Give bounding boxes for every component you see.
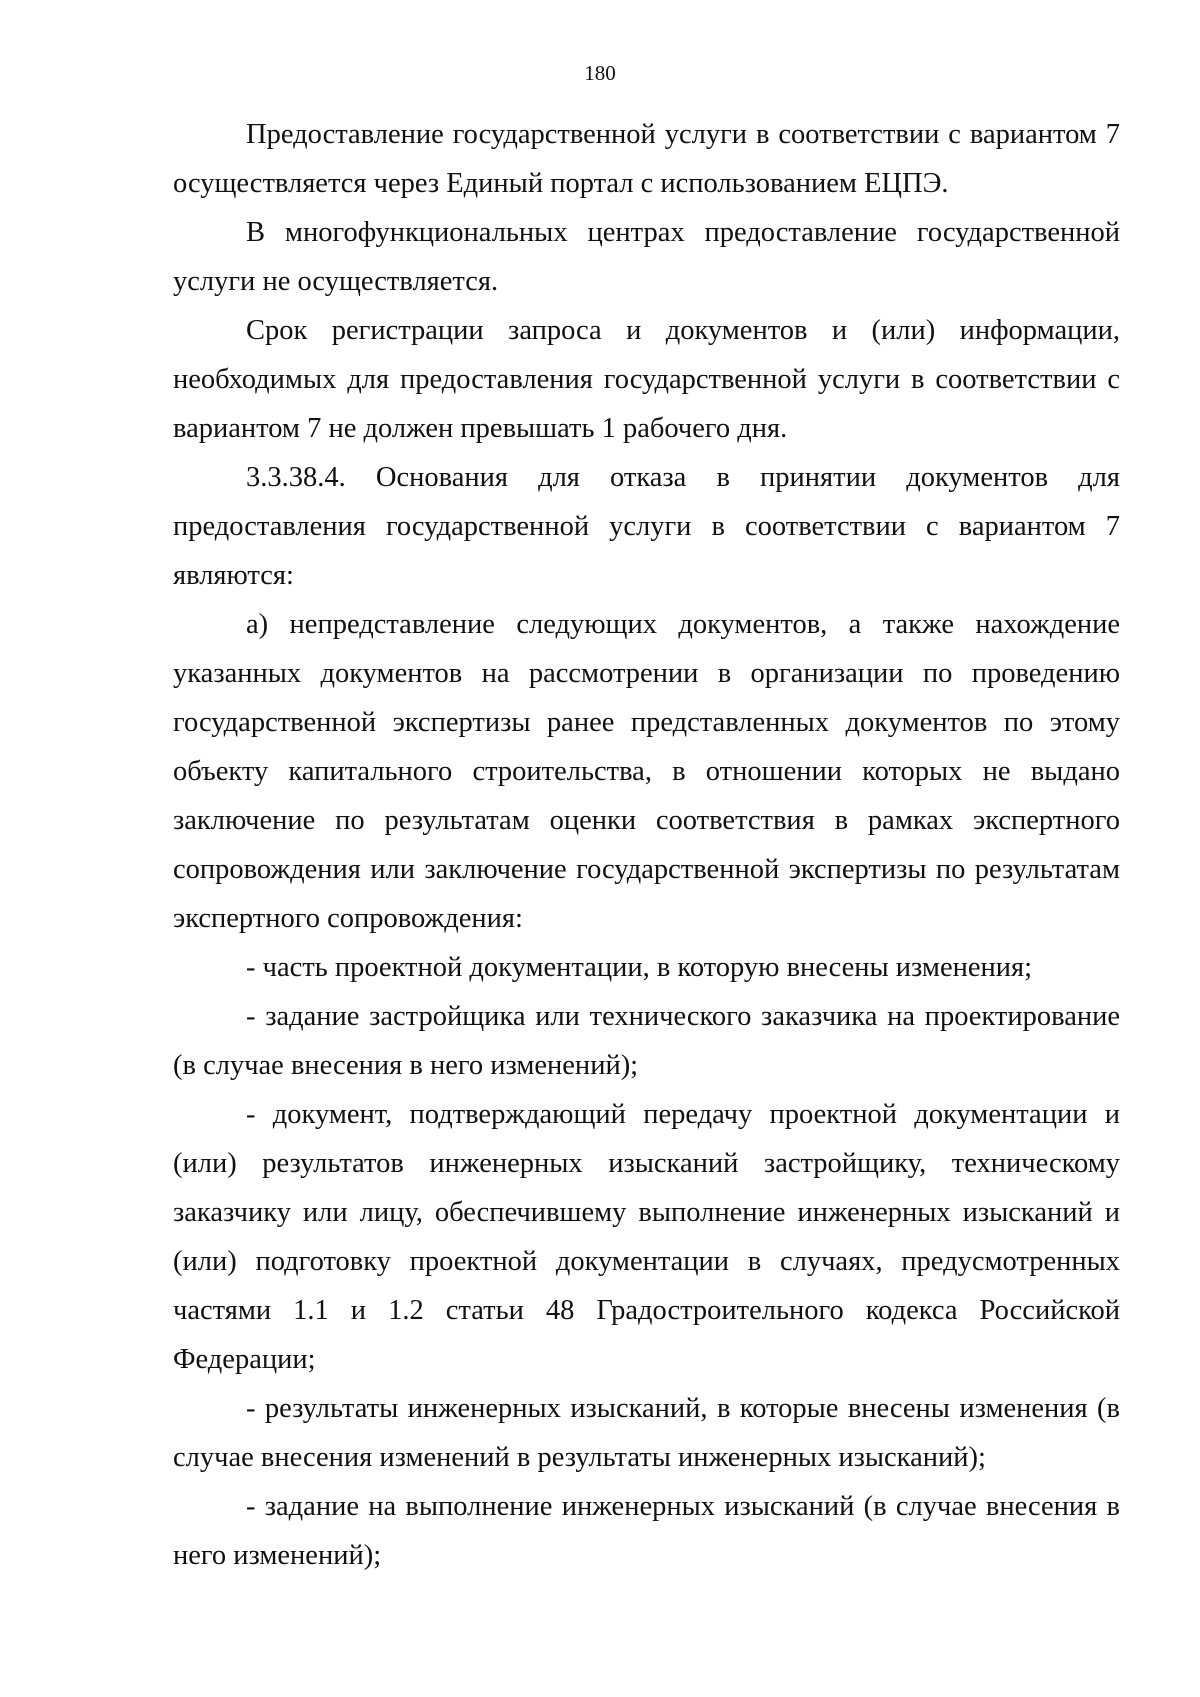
- page-number: 180: [584, 61, 616, 85]
- paragraph-variant-7-portal: Предоставление государственной услуги в соответствии с вариантом 7 осуществляется через Единый портал с использованием ЕЦПЭ.: [173, 119, 1120, 199]
- paragraph-section-3-3-38-4: 3.3.38.4. Основания для отказа в принятии документов для предоставления государственной услуги в соответствии с вариантом 7 являются:: [173, 462, 1120, 591]
- list-item: - результаты инженерных изысканий, в которые внесены изменения (в случае внесения изменений в результаты инженерных изысканий);: [173, 1393, 1120, 1473]
- paragraph-item-a: а) непредставление следующих документов, а также нахождение указанных документов на рассмотрении в организации по проведению государственной экспертизы ранее представленных документов по этому объекту капитального строительства, в отношении которых не выдано заключение по результатам оценки соответствия в рамках экспертного сопровождения или заключение государственной экспертизы по результатам экспертного сопровождения:: [173, 609, 1120, 934]
- list-item: - задание на выполнение инженерных изысканий (в случае внесения в него изменений);: [173, 1491, 1120, 1571]
- document-body: [173, 110, 1120, 1580]
- list-item: - задание застройщика или технического заказчика на проектирование (в случае внесения в него изменений);: [173, 1001, 1120, 1081]
- list-item: - документ, подтверждающий передачу проектной документации и (или) результатов инженерных изысканий застройщику, техническому заказчику или лицу, обеспечившему выполнение инженерных изысканий и (или) подготовку проектной документации в случаях, предусмотренных частями 1.1 и 1.2 статьи 48 Градостроительного кодекса Российской Федерации;: [173, 1099, 1120, 1375]
- paragraph-mfc: В многофункциональных центрах предоставление государственной услуги не осуществляется.: [173, 217, 1120, 297]
- list-item: - часть проектной документации, в которую внесены изменения;: [246, 952, 1033, 983]
- paragraph-registration-term: Срок регистрации запроса и документов и (или) информации, необходимых для предоставления государственной услуги в соответствии с вариантом 7 не должен превышать 1 рабочего дня.: [173, 315, 1120, 444]
